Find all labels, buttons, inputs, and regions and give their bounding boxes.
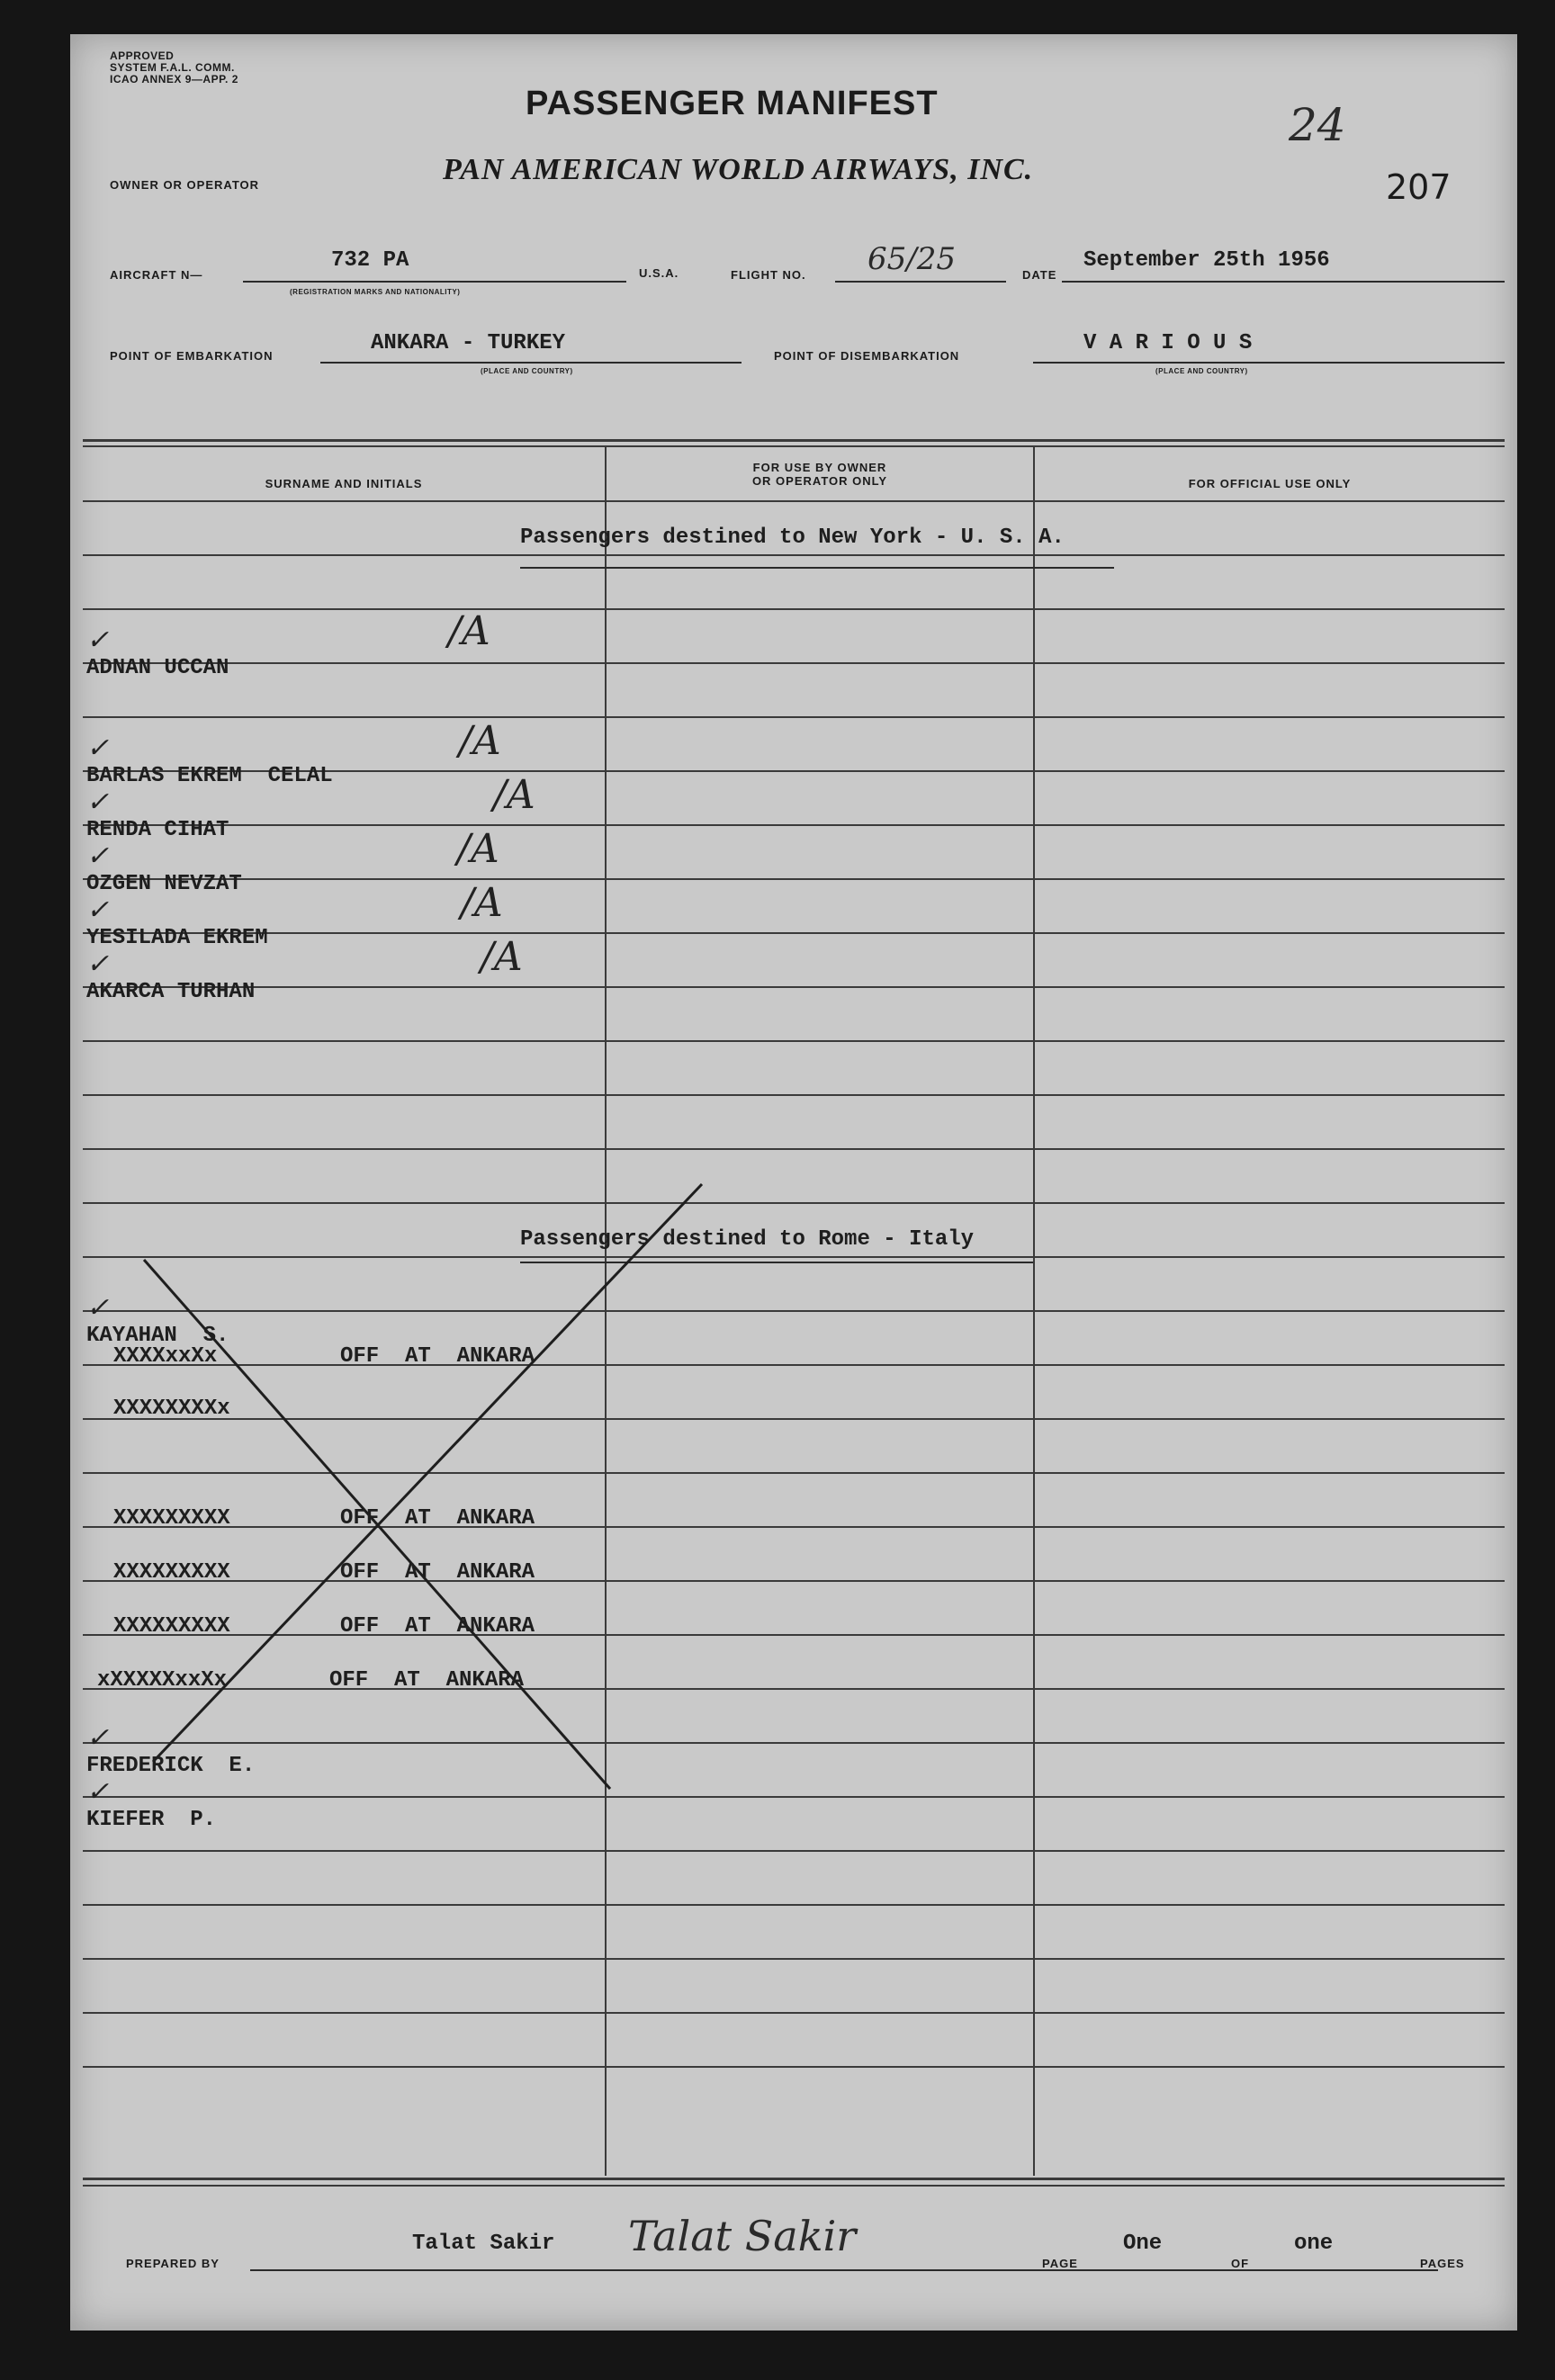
section-heading-new-york: Passengers destined to New York - U. S. A. xyxy=(520,525,1065,550)
handwritten-mark: /A xyxy=(457,826,499,872)
column-header-surname: SURNAME AND INITIALS xyxy=(265,477,423,490)
column-header-owner-use: FOR USE BY OWNER OR OPERATOR ONLY xyxy=(751,461,888,488)
pages-label: PAGES xyxy=(1420,2257,1465,2270)
aircraft-value: 732 PA xyxy=(331,248,409,273)
of-value: one xyxy=(1294,2232,1334,2256)
page-label: PAGE xyxy=(1042,2257,1078,2270)
handwritten-mark: /A xyxy=(493,772,535,818)
handwritten-mark: /A xyxy=(459,718,501,764)
checkmark-icon: ✓ xyxy=(86,1722,110,1754)
struck-name: XXXXXXXXX xyxy=(113,1614,230,1639)
flight-no-label: FLIGHT NO. xyxy=(731,268,806,282)
approval-line: APPROVED xyxy=(110,49,175,62)
prepared-by-label: PREPARED BY xyxy=(126,2257,220,2270)
passenger-name: YESILADA EKREM xyxy=(86,926,268,950)
registration-caption: (REGISTRATION MARKS AND NATIONALITY) xyxy=(290,288,461,296)
row-note: OFF AT ANKARA xyxy=(329,1668,525,1693)
handwritten-mark: /A xyxy=(461,880,503,926)
checkmark-icon: ✓ xyxy=(86,1292,110,1324)
page-value: One xyxy=(1123,2232,1163,2256)
row-note: OFF AT ANKARA xyxy=(340,1560,535,1585)
passenger-name: AKARCA TURHAN xyxy=(86,980,256,1004)
row-note: OFF AT ANKARA xyxy=(340,1506,535,1531)
struck-name: XXXXXXXXx xyxy=(113,1397,230,1421)
date-label: DATE xyxy=(1022,268,1057,282)
approval-line: SYSTEM F.A.L. COMM. xyxy=(110,61,235,74)
checkmark-icon: ✓ xyxy=(86,732,110,764)
place-caption: (PLACE AND COUNTRY) xyxy=(481,367,573,375)
of-label: OF xyxy=(1231,2257,1250,2270)
usa-label: U.S.A. xyxy=(639,266,679,280)
passenger-name: BARLAS EKREM CELAL xyxy=(86,764,333,788)
row-note: OFF AT ANKARA xyxy=(340,1614,535,1639)
passenger-name: KAYAHAN S. xyxy=(86,1324,229,1348)
struck-name: XXXXXXXXX xyxy=(113,1506,230,1531)
struck-name: XXXXXXXXX xyxy=(113,1560,230,1585)
cross-out-mark xyxy=(70,34,1517,2331)
embark-value: ANKARA - TURKEY xyxy=(371,331,566,355)
place-caption: (PLACE AND COUNTRY) xyxy=(1155,367,1248,375)
handwritten-mark: /A xyxy=(481,934,523,980)
passenger-name: FREDERICK E. xyxy=(86,1754,256,1778)
handwritten-mark: /A xyxy=(448,608,490,654)
handwritten-number: 24 xyxy=(1289,99,1346,151)
passenger-name: ADNAN UCCAN xyxy=(86,656,229,680)
aircraft-label: AIRCRAFT N— xyxy=(110,268,203,282)
checkmark-icon: ✓ xyxy=(86,786,110,818)
checkmark-icon: ✓ xyxy=(86,624,110,656)
struck-name: XXXXxxXx xyxy=(113,1344,218,1369)
page-title: PASSENGER MANIFEST xyxy=(526,85,939,122)
passenger-name: KIEFER P. xyxy=(86,1808,217,1832)
disembark-value: V A R I O U S xyxy=(1083,331,1253,355)
struck-name: xXXXXXxxXx xyxy=(97,1668,228,1693)
airline-name: PAN AMERICAN WORLD AIRWAYS, INC. xyxy=(443,153,1034,186)
checkmark-icon: ✓ xyxy=(86,948,110,980)
row-note: OFF AT ANKARA xyxy=(340,1344,535,1369)
stamp-number: 207 xyxy=(1386,167,1452,207)
checkmark-icon: ✓ xyxy=(86,894,110,926)
section-heading-rome: Passengers destined to Rome - Italy xyxy=(520,1227,975,1252)
checkmark-icon: ✓ xyxy=(86,1776,110,1808)
flight-no-value: 65/25 xyxy=(867,241,956,277)
checkmark-icon: ✓ xyxy=(86,840,110,872)
disembark-label: POINT OF DISEMBARKATION xyxy=(774,349,960,363)
date-value: September 25th 1956 xyxy=(1083,248,1330,273)
column-header-official-use: FOR OFFICIAL USE ONLY xyxy=(1188,477,1352,490)
approval-line: ICAO ANNEX 9—APP. 2 xyxy=(110,73,238,85)
prepared-by-value: Talat Sakir xyxy=(412,2232,555,2256)
signature: Talat Sakir xyxy=(628,2212,857,2260)
owner-label: OWNER OR OPERATOR xyxy=(110,178,260,192)
embark-label: POINT OF EMBARKATION xyxy=(110,349,274,363)
passenger-name: RENDA CIHAT xyxy=(86,818,229,842)
manifest-sheet xyxy=(70,34,1517,2331)
passenger-name: OZGEN NEVZAT xyxy=(86,872,242,896)
